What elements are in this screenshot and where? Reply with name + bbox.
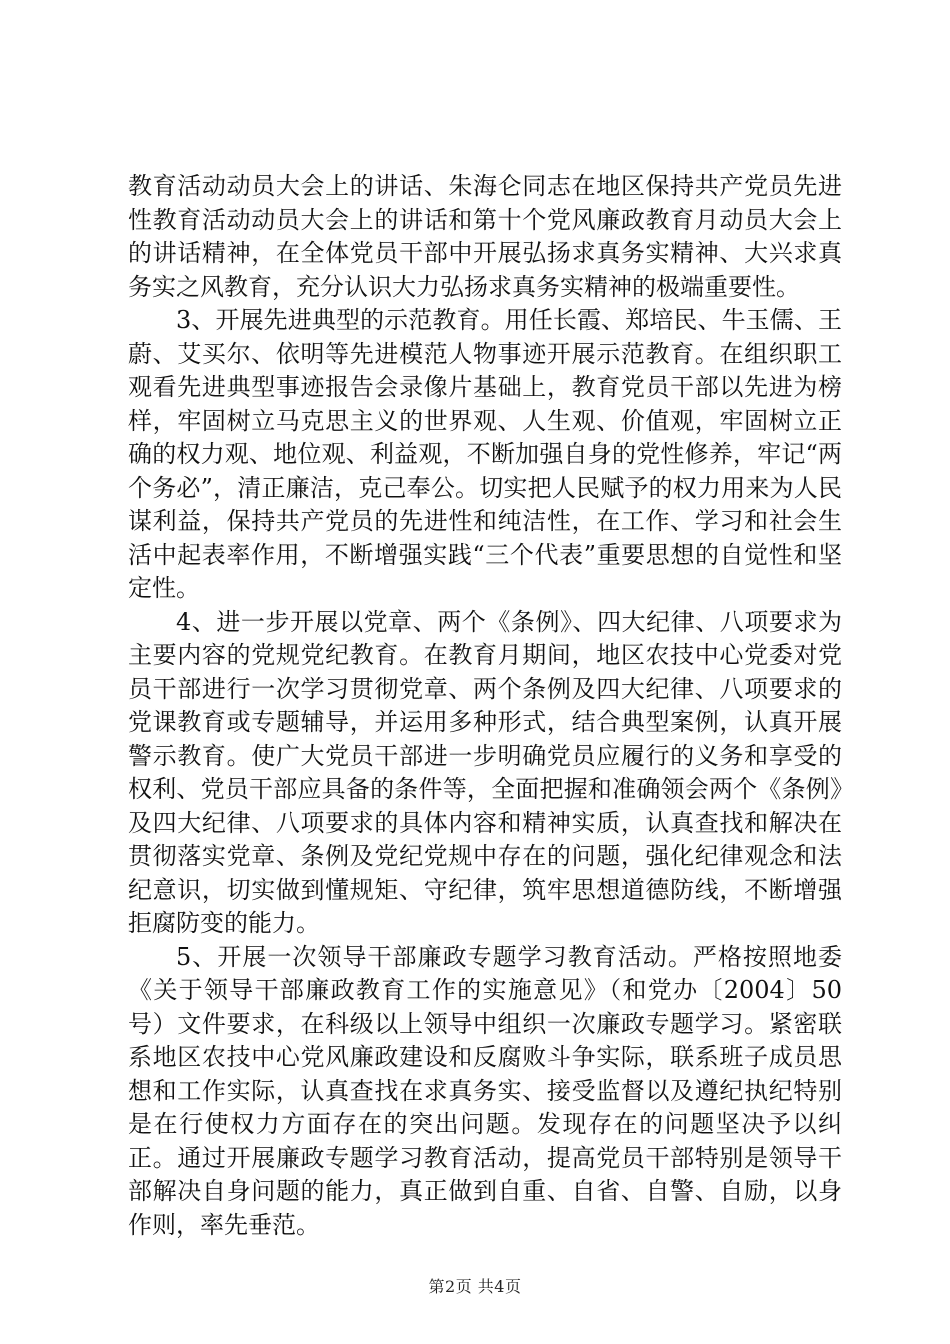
paragraph-4: 5、开展一次领导干部廉政专题学习教育活动。严格按照地委《关于领导干部廉政教育工作的实施意见》（和党办〔2004〕50号）文件要求，在科级以上领导中组织一次廉政专题学习。紧密联系地区农技中心党风廉政建设和反腐败斗争实际，联系班子成员思想和工作实际，认真查找在求真务实、接受监督以及遵纪执纪特别是在行使权力方面存在的突出问题。发现存在的问题坚决予以纠正。通过开展廉政专题学习教育活动，提高党员干部特别是领导干部解决自身问题的能力，真正做到自重、自省、自警、自励，以身作则，率先垂范。	[128, 942, 842, 1239]
paragraph-3: 4、进一步开展以党章、两个《条例》、四大纪律、八项要求为主要内容的党规党纪教育。在教育月期间，地区农技中心党委对党员干部进行一次学习贯彻党章、两个条例及四大纪律、八项要求的党课教育或专题辅导，并运用多种形式，结合典型案例，认真开展警示教育。使广大党员干部进一步明确党员应履行的义务和享受的权利、党员干部应具备的条件等，全面把握和准确领会两个《条例》及四大纪律、八项要求的具体内容和精神实质，认真查找和解决在贯彻落实党章、条例及党纪党规中存在的问题，强化纪律观念和法纪意识，切实做到懂规矩、守纪律，筑牢思想道德防线，不断增强拒腐防变的能力。	[128, 607, 842, 937]
paragraph-2: 3、开展先进典型的示范教育。用任长霞、郑培民、牛玉儒、王蔚、艾买尔、依明等先进模范人物事迹开展示范教育。在组织职工观看先进典型事迹报告会录像片基础上，教育党员干部以先进为榜样，牢固树立马克思主义的世界观、人生观、价值观，牢固树立正确的权力观、地位观、利益观，不断加强自身的党性修养，牢记“两个务必”，清正廉洁，克己奉公。切实把人民赋予的权力用来为人民谋利益，保持共产党员的先进性和纯洁性，在工作、学习和社会生活中起表率作用，不断增强实践“三个代表”重要思想的自觉性和坚定性。	[128, 306, 842, 602]
page-number-footer: 第2页 共4页	[428, 1277, 522, 1296]
document-body	[128, 170, 842, 1242]
paragraph-1: 教育活动动员大会上的讲话、朱海仑同志在地区保持共产党员先进性教育活动动员大会上的讲话和第十个党风廉政教育月动员大会上的讲话精神，在全体党员干部中开展弘扬求真务实精神、大兴求真务实之风教育，充分认识大力弘扬求真务实精神的极端重要性。	[128, 172, 842, 301]
